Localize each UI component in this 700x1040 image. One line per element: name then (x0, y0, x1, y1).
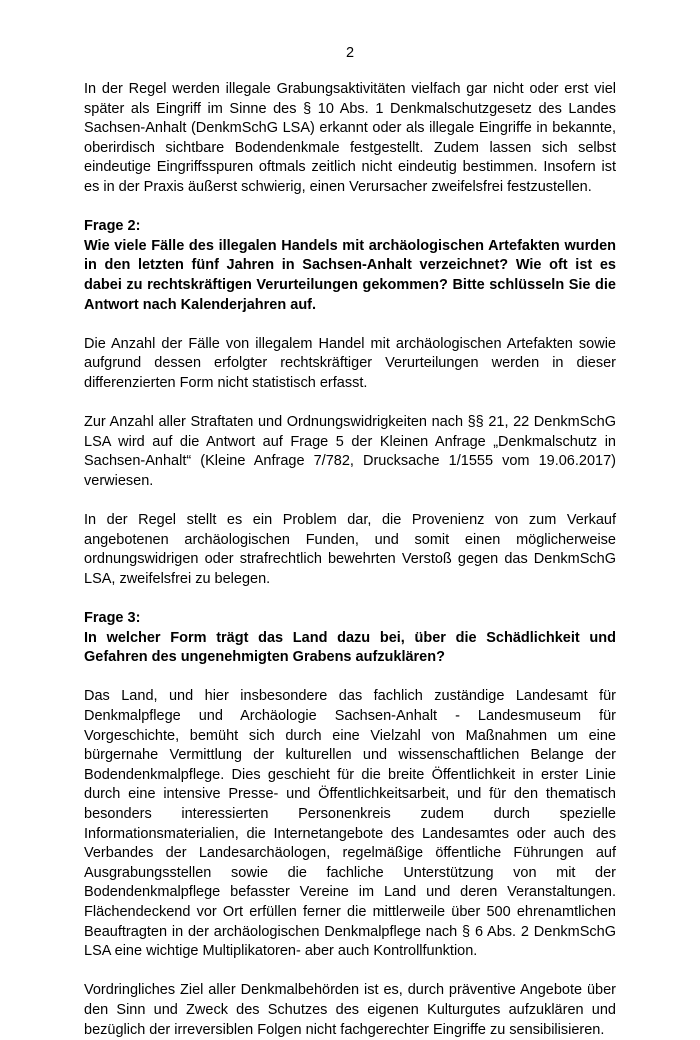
question-2-heading: Frage 2: (84, 218, 141, 235)
question-2-text: Wie viele Fälle des illegalen Handels mit archäologischen Artefakten wurden in den letzten fünf Jahren in Sachsen-Anhalt verzeichnet? Wie oft ist es dabei zu rechtskräftigen Verurteilungen gekommen? Bitte schlüsseln Sie die Antwort nach Kalenderjahren auf. (84, 237, 616, 313)
document-body (84, 80, 616, 1040)
page-number: 2 (345, 45, 355, 61)
answer-2-paragraph-3: In der Regel stellt es ein Problem dar, die Provenienz von zum Verkauf angebotenen archäologischen Funden, und somit einen möglicherweise ordnungswidrigen oder strafrechtlich bewehrten Verstoß gegen das DenkmSchG LSA, zweifelsfrei zu belegen. (84, 512, 616, 587)
question-3-text: In welcher Form trägt das Land dazu bei, über die Schädlichkeit und Gefahren des ungenehmigten Grabens aufzuklären? (84, 629, 616, 666)
intro-paragraph: In der Regel werden illegale Grabungsaktivitäten vielfach gar nicht oder erst viel später als Eingriff im Sinne des § 10 Abs. 1 Denkmalschutzgesetz des Landes Sachsen-Anhalt (DenkmSchG LSA) erkannt oder als illegale Eingriffe in bekannte, oberirdisch sichtbare Bodendenkmale festgestellt. Zudem lassen sich selbst eindeutige Eingriffsspuren oftmals zeitlich nicht eindeutig bestimmen. Insofern ist es in der Praxis äußerst schwierig, einen Verursacher zweifelsfrei festzustellen. (84, 81, 616, 195)
question-3-heading: Frage 3: (84, 610, 141, 627)
answer-3-paragraph-2: Vordringliches Ziel aller Denkmalbehörden ist es, durch präventive Angebote über den Sinn und Zweck des Schutzes des eigenen Kulturgutes aufzuklären und bezüglich der irreversiblen Folgen nicht fachgerechter Eingriffe zu sensibilisieren. (84, 982, 616, 1038)
answer-2-paragraph-1: Die Anzahl der Fälle von illegalem Handel mit archäologischen Artefakten sowie aufgrund dessen erfolgter rechtskräftiger Verurteilungen werden in dieser differenzierten Form nicht statistisch erfasst. (84, 335, 616, 391)
answer-2-paragraph-2: Zur Anzahl aller Straftaten und Ordnungswidrigkeiten nach §§ 21, 22 DenkmSchG LSA wird auf die Antwort auf Frage 5 der Kleinen Anfrage „Denkmalschutz in Sachsen-Anhalt“ (Kleine Anfrage 7/782, Drucksache 1/1555 vom 19.06.2017) verwiesen. (84, 414, 616, 489)
answer-3-paragraph-1: Das Land, und hier insbesondere das fachlich zuständige Landesamt für Denkmalpflege und Archäologie Sachsen-Anhalt - Landesmuseum für Vorgeschichte, bemüht sich durch eine Vielzahl von Maßnahmen um eine bürgernahe Vermittlung der kulturellen und wissenschaftlichen Belange der Bodendenkmalpflege. Dies geschieht für die breite Öffentlichkeit in erster Linie durch eine intensive Presse- und Öffentlichkeitsarbeit, und für den thematisch besonders interessierten Personenkreis zudem durch spezielle Informationsmaterialien, die Internetangebote des Landesamtes oder auch des Verbandes der Landesarchäologen, regelmäßige öffentliche Führungen auf Ausgrabungsstellen sowie die fachliche Unterstützung von mit der Bodendenkmalpflege befasster Vereine im Land und deren Veranstaltungen. Flächendeckend vor Ort erfüllen ferner die mittlerweile über 500 ehrenamtlichen Beauftragten in der archäologischen Denkmalpflege nach § 6 Abs. 2 DenkmSchG LSA eine wichtige Multiplikatoren- aber auch Kontrollfunktion. (84, 688, 616, 960)
